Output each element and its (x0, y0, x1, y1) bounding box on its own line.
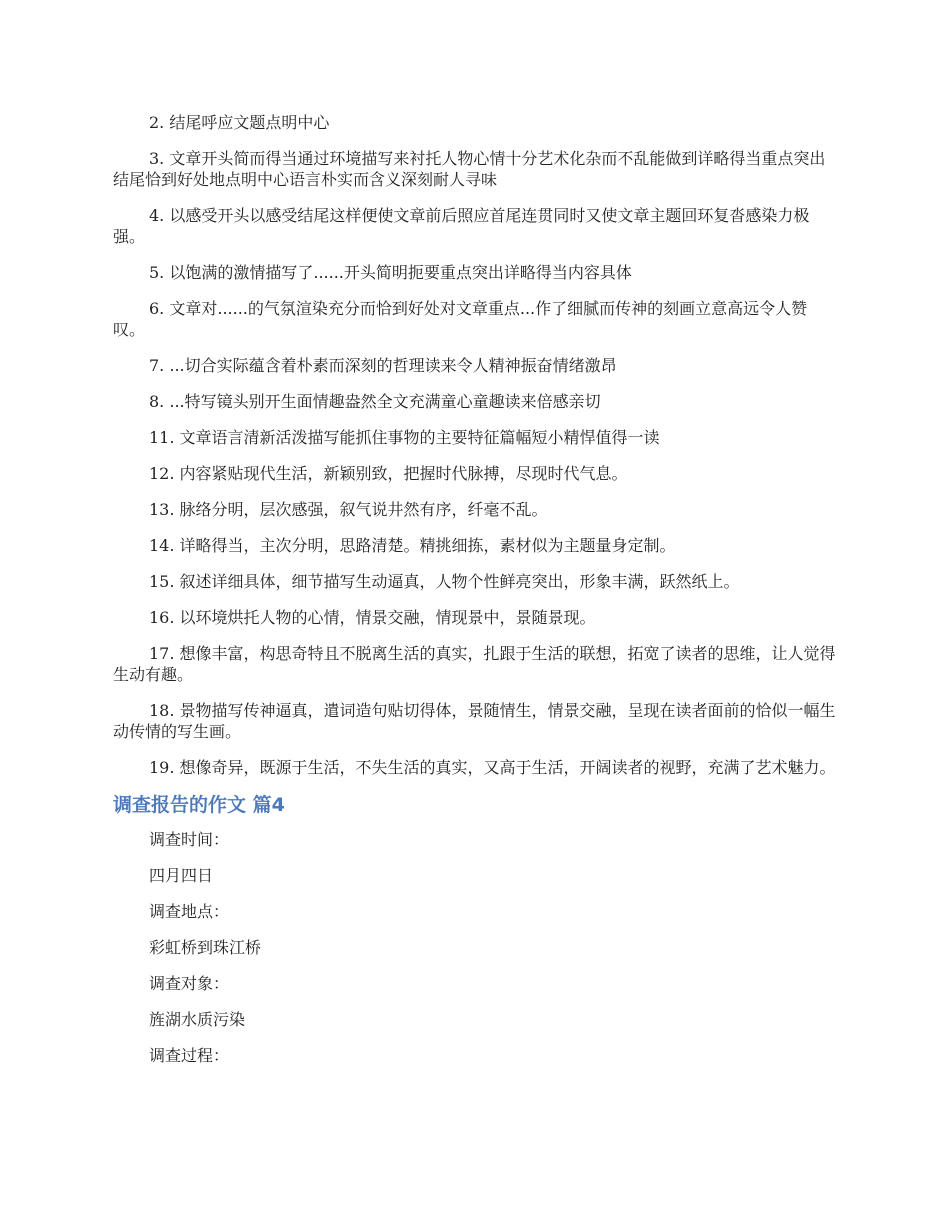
comment-item: 16. 以环境烘托人物的心情，情景交融，情现景中，景随景现。 (149, 608, 596, 627)
comment-item: 12. 内容紧贴现代生活，新颖别致，把握时代脉搏，尽现时代气息。 (149, 464, 628, 483)
survey-location-value: 彩虹桥到珠江桥 (149, 938, 262, 957)
comment-item: 2. 结尾呼应文题点明中心 (149, 113, 330, 132)
comment-item: 13. 脉络分明，层次感强，叙气说井然有序，纤毫不乱。 (149, 500, 548, 519)
comment-item: 17. 想像丰富，构思奇特且不脱离生活的真实，扎跟于生活的联想，拓宽了读者的思维，让人觉得生动有趣。 (113, 644, 836, 684)
comment-item: 8. ...特写镜头别开生面情趣盎然全文充满童心童趣读来倍感亲切 (149, 392, 601, 411)
survey-location-label: 调查地点： (149, 902, 230, 921)
survey-time-value: 四月四日 (149, 866, 214, 885)
comment-item: 19. 想像奇异，既源于生活，不失生活的真实，又高于生活，开阔读者的视野，充满了艺术魅力。 (149, 758, 836, 777)
survey-subject-label: 调查对象： (149, 974, 230, 993)
survey-process-label: 调查过程： (149, 1046, 230, 1065)
document-body (113, 112, 837, 1081)
comment-item: 7. ...切合实际蕴含着朴素而深刻的哲理读来令人精神振奋情绪激昂 (149, 356, 617, 375)
comment-item: 5. 以饱满的激情描写了......开头简明扼要重点突出详略得当内容具体 (149, 263, 632, 282)
section-heading: 调查报告的作文 篇4 (113, 794, 285, 816)
comment-item: 3. 文章开头简而得当通过环境描写来衬托人物心情十分艺术化杂而不乱能做到详略得当重点突出结尾恰到好处地点明中心语言朴实而含义深刻耐人寻味 (113, 149, 826, 189)
comment-item: 14. 详略得当，主次分明，思路清楚。精挑细拣，素材似为主题量身定制。 (149, 536, 676, 555)
comment-item: 18. 景物描写传神逼真，遣词造句贴切得体，景随情生，情景交融，呈现在读者面前的恰似一幅生动传情的写生画。 (113, 701, 836, 741)
comment-item: 4. 以感受开头以感受结尾这样便使文章前后照应首尾连贯同时又使文章主题回环复沓感染力极强。 (113, 206, 810, 246)
comment-item: 6. 文章对......的气氛渲染充分而恰到好处对文章重点...作了细腻而传神的刻画立意高远令人赞叹。 (113, 299, 808, 339)
survey-subject-value: 旌湖水质污染 (149, 1010, 246, 1029)
comment-item: 15. 叙述详细具体，细节描写生动逼真，人物个性鲜亮突出，形象丰满，跃然纸上。 (149, 572, 740, 591)
comment-item: 11. 文章语言清新活泼描写能抓住事物的主要特征篇幅短小精悍值得一读 (149, 428, 660, 447)
survey-time-label: 调查时间： (149, 830, 230, 849)
